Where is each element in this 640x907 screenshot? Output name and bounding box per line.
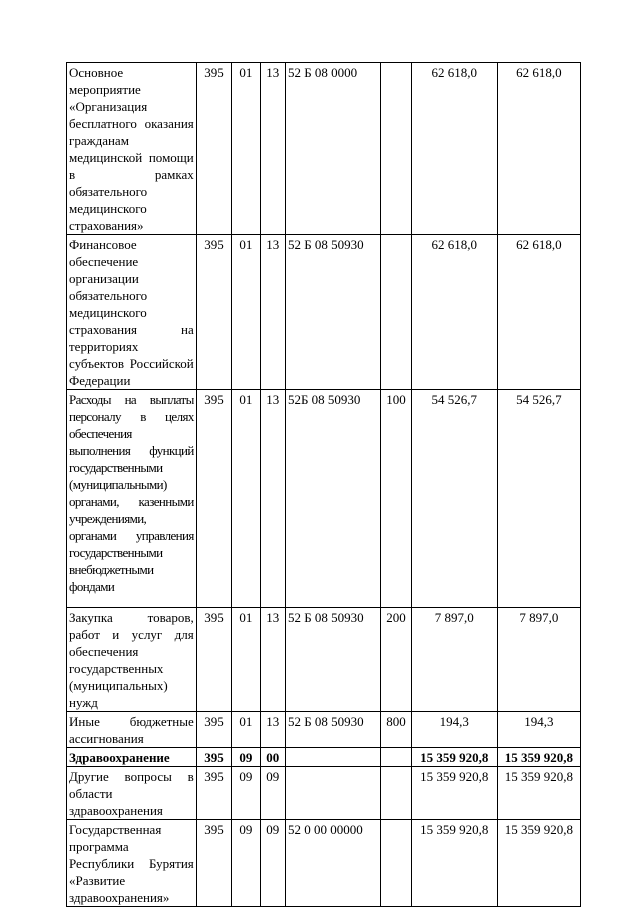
table-row [67,712,581,748]
row-name: Финансовое обеспечение организации обязательного медицинского страхования на территориях субъектов Российской Федерации [67,235,197,390]
amount-2: 15 359 920,8 [497,820,580,907]
table-row [67,235,581,390]
row-name: Здравоохранение [67,748,197,767]
row-name: Расходы на выплаты персоналу в целях обеспечения выполнения функций государственными (муниципальными) органами, казенными учреждениями, органами управления государственными внебюджетными фондами [67,390,197,608]
grbs-code: 395 [196,748,231,767]
subsection-code: 13 [260,63,285,235]
grbs-code: 395 [196,820,231,907]
target-article-code: 52Б 08 50930 [285,390,380,608]
amount-2: 62 618,0 [497,63,580,235]
section-code: 09 [232,820,260,907]
amount-2: 7 897,0 [497,608,580,712]
target-article-code: 52 Б 08 50930 [285,608,380,712]
target-article-code [285,748,380,767]
table-row [67,767,581,820]
amount-2: 15 359 920,8 [497,767,580,820]
amount-1: 7 897,0 [411,608,497,712]
subsection-code: 09 [260,820,285,907]
target-article-code: 52 0 00 00000 [285,820,380,907]
section-code: 01 [232,608,260,712]
row-name: Другие вопросы в области здравоохранения [67,767,197,820]
table-row [67,608,581,712]
section-code: 01 [232,63,260,235]
amount-1: 15 359 920,8 [411,748,497,767]
budget-table [66,62,581,907]
target-article-code [285,767,380,820]
table-row [67,748,581,767]
table-row [67,390,581,608]
grbs-code: 395 [196,235,231,390]
amount-1: 194,3 [411,712,497,748]
subsection-code: 09 [260,767,285,820]
row-name: Основное мероприятие «Организация бесплатного оказания гражданам медицинской помощи в рамках обязательного медицинского страхования» [67,63,197,235]
amount-1: 15 359 920,8 [411,767,497,820]
subsection-code: 13 [260,390,285,608]
amount-1: 62 618,0 [411,235,497,390]
section-code: 09 [232,767,260,820]
expense-type-code: 800 [381,712,411,748]
target-article-code: 52 Б 08 50930 [285,235,380,390]
expense-type-code: 200 [381,608,411,712]
target-article-code: 52 Б 08 0000 [285,63,380,235]
section-code: 01 [232,390,260,608]
expense-type-code [381,748,411,767]
amount-1: 54 526,7 [411,390,497,608]
amount-2: 62 618,0 [497,235,580,390]
grbs-code: 395 [196,608,231,712]
subsection-code: 13 [260,235,285,390]
target-article-code: 52 Б 08 50930 [285,712,380,748]
section-code: 09 [232,748,260,767]
amount-2: 194,3 [497,712,580,748]
expense-type-code [381,235,411,390]
row-name: Закупка товаров, работ и услуг для обеспечения государственных (муниципальных) нужд [67,608,197,712]
section-code: 01 [232,235,260,390]
grbs-code: 395 [196,767,231,820]
grbs-code: 395 [196,712,231,748]
grbs-code: 395 [196,390,231,608]
grbs-code: 395 [196,63,231,235]
expense-type-code: 100 [381,390,411,608]
row-name: Иные бюджетные ассигнования [67,712,197,748]
expense-type-code [381,820,411,907]
amount-1: 15 359 920,8 [411,820,497,907]
section-code: 01 [232,712,260,748]
row-name: Государственная программа Республики Бурятия «Развитие здравоохранения» [67,820,197,907]
expense-type-code [381,767,411,820]
expense-type-code [381,63,411,235]
amount-1: 62 618,0 [411,63,497,235]
subsection-code: 13 [260,712,285,748]
subsection-code: 00 [260,748,285,767]
subsection-code: 13 [260,608,285,712]
table-row [67,820,581,907]
table-row [67,63,581,235]
amount-2: 54 526,7 [497,390,580,608]
amount-2: 15 359 920,8 [497,748,580,767]
